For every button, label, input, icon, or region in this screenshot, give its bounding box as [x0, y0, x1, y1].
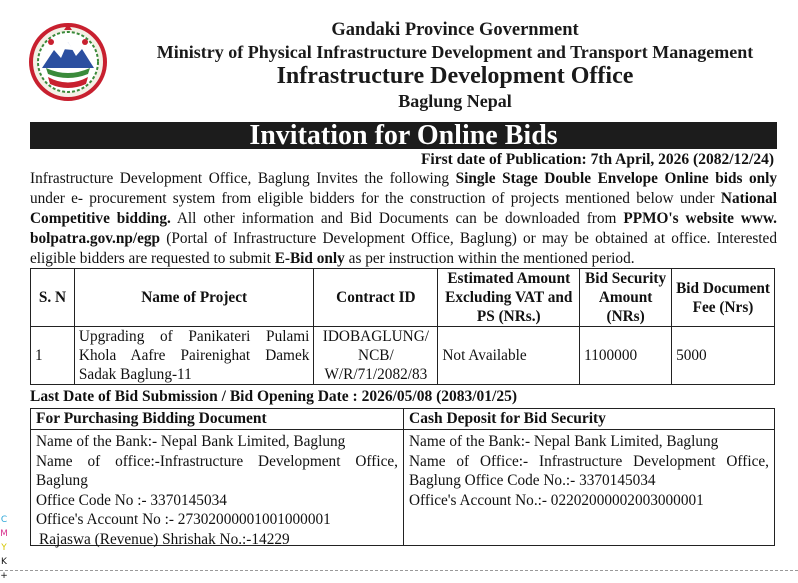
cell-fee: 5000: [672, 327, 775, 385]
bid-table: [30, 268, 775, 385]
cell-security: 1100000: [580, 327, 672, 385]
revenue-code: Rajaswa (Revenue) Shrishak No.:-14229: [39, 530, 290, 548]
deposit-office-name: Name of Office:- Infrastructure Development Office,: [409, 452, 769, 470]
ministry-title: Ministry of Physical Infrastructure Development and Transport Management: [156, 42, 754, 62]
purchase-doc-title: For Purchasing Bidding Document: [31, 409, 403, 430]
nepal-coat-of-arms-emblem-icon: [28, 22, 108, 102]
col-header-estimate: Estimated Amount Excluding VAT and PS (NRs.): [438, 269, 580, 327]
cell-sn: 1: [31, 327, 75, 385]
purchase-office-name: Name of office:-Infrastructure Development Office,: [36, 452, 398, 470]
province-title: Gandaki Province Government: [331, 20, 579, 40]
intro-paragraph: Infrastructure Development Office, Baglung Invites the following Single Stage Double Envelope Online bids only under e- procurement system from eligible bidders for the construction of projects mentioned below under National Competitive bidding. All other information and Bid Documents can be downloaded from PPMO's website www. bolpatra.gov.np/egp (Portal of Infrastructure Development Office, Baglung) or may be obtained at office. Interested eligible bidders are requested to submit E-Bid only as per instruction within the mentioned period.: [30, 170, 778, 267]
publication-date: First date of Publication: 7th April, 2026 (2082/12/24): [420, 151, 774, 168]
reg-mark-yellow: Y: [1, 543, 7, 553]
col-header-contract: Contract ID: [314, 269, 438, 327]
cell-estimate: Not Available: [438, 327, 580, 385]
table-header-row: [31, 269, 775, 327]
deposit-bank-name: Name of the Bank:- Nepal Bank Limited, Baglung: [409, 433, 719, 450]
office-location: Baglung Nepal: [398, 91, 512, 111]
col-header-security: Bid Security Amount (NRs): [580, 269, 672, 327]
purchase-office-code: Office Code No :- 3370145034: [36, 491, 227, 509]
deposit-office-code: Baglung Office Code No.:- 3370145034: [409, 472, 656, 489]
purchase-office-location: Baglung: [36, 472, 88, 489]
table-row: [31, 327, 775, 385]
reg-mark-cyan: C: [0, 515, 8, 525]
cell-contract-id: IDOBAGLUNG/ NCB/ W/R/71/2082/83: [314, 327, 438, 385]
office-title: Infrastructure Development Office: [276, 63, 634, 89]
purchase-account-no: Office's Account No :- 27302000001001000001: [36, 511, 331, 528]
reg-mark-black: K: [1, 557, 7, 567]
notice-banner: Invitation for Online Bids: [30, 122, 777, 149]
purchase-doc-section: [31, 409, 404, 548]
reg-mark-magenta: M: [0, 529, 8, 539]
col-header-fee: Bid Document Fee (Nrs): [672, 269, 775, 327]
cell-project: Upgrading of Panikateri Pulami Khola Aafre Pairenighat Damek Sadak Baglung-11: [74, 327, 313, 385]
reg-mark-crosshair-icon: +: [0, 571, 8, 581]
deposit-account-no: Office's Account No.:- 02202000002003000001: [409, 491, 704, 509]
trim-line: [0, 570, 798, 571]
submission-deadline: Last Date of Bid Submission / Bid Opening Date : 2026/05/08 (2083/01/25): [30, 388, 518, 405]
print-registration-marks: [0, 513, 8, 583]
security-deposit-section: [404, 409, 774, 545]
security-deposit-title: Cash Deposit for Bid Security: [404, 409, 774, 430]
purchase-bank-name: Name of the Bank:- Nepal Bank Limited, Baglung: [36, 433, 346, 450]
col-header-sn: S. N: [31, 269, 75, 327]
col-header-project: Name of Project: [74, 269, 313, 327]
payment-info-box: [30, 408, 775, 546]
